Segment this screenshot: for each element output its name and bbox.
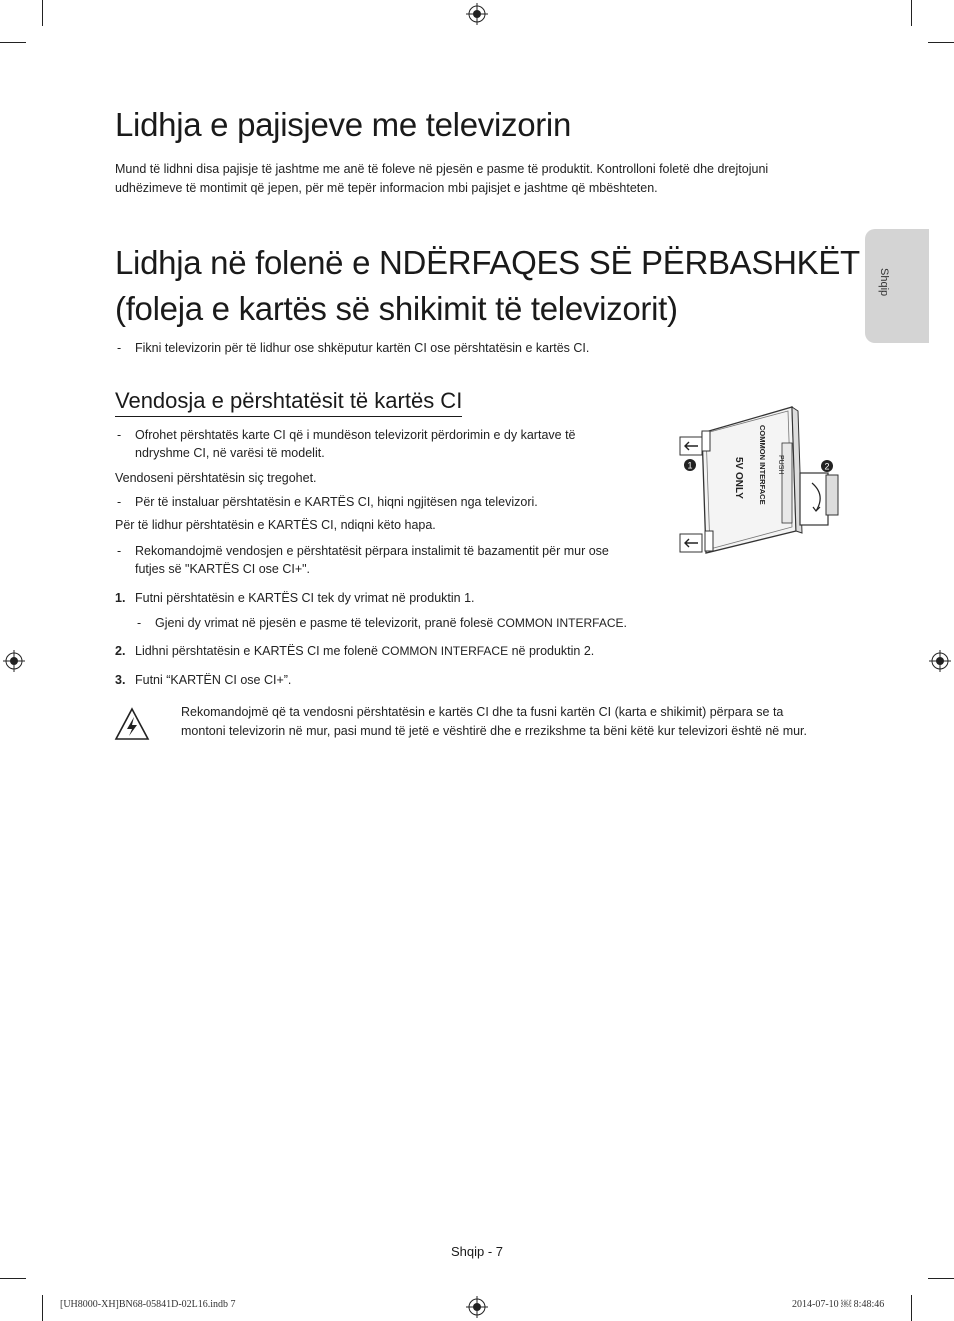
warning-text: Rekomandojmë që ta vendosni përshtatësin e kartës CI dhe ta fusni kartën CI (karta e shikimit) përpara se ta montoni televizorin në mur, pasi mund të jetë e vështirë dhe e rrezikshme ta bëni këtë kur televizori është në mur. — [181, 705, 808, 738]
crop-mark — [911, 0, 912, 26]
step-2: 2. Lidhni përshtatësin e KARTËS CI me folenë COMMON INTERFACE në produktin 2. — [115, 644, 595, 658]
crop-mark — [42, 0, 43, 26]
crop-mark — [0, 1278, 26, 1279]
marker-1: 1 — [687, 460, 693, 471]
paragraph-follow-steps: Për të lidhur përshtatësin e KARTËS CI, ndiqni këto hapa. — [115, 518, 436, 532]
note-adapter-availability: - Ofrohet përshtatës karte CI që i mundëson televizorit përdorimin e dy kartave të ndryshme CI, në varësi të modelit. — [117, 428, 576, 460]
language-side-tab-label: Shqip — [878, 268, 890, 297]
step-1: 1. Futni përshtatësin e KARTËS CI tek dy vrimat në produktin 1. — [115, 591, 475, 605]
section-title — [115, 240, 860, 332]
crop-mark — [0, 42, 26, 43]
imprint-left: [UH8000-XH]BN68-05841D-02L16.indb 7 — [60, 1299, 236, 1310]
registration-mark-icon — [466, 3, 488, 25]
intro-paragraph: Mund të lidhni disa pajisje të jashtme me anë të foleve në pjesën e pasme të produktit. Kontrolloni foletë dhe drejtojuni udhëzimeve të montimit që jepen, për më tepër informacion mbi pajisjet e jashtme që mbështeten. — [115, 162, 769, 195]
subsection-title: Vendosja e përshtatësit të kartës CI — [115, 386, 462, 417]
label-5v-only: 5V ONLY — [733, 457, 744, 499]
section-title-line1: Lidhja në folenë e NDËRFAQES SË PËRBASHKËT — [115, 244, 860, 281]
marker-2: 2 — [824, 461, 830, 472]
crop-mark — [928, 1278, 954, 1279]
registration-mark-icon — [466, 1296, 488, 1318]
note-remove-sticker: - Për të instaluar përshtatësin e KARTËS CI, hiqni ngjitësen nga televizori. — [117, 495, 538, 509]
crop-mark — [911, 1295, 912, 1321]
label-push: PUSH — [777, 455, 784, 475]
page-title: Lidhja e pajisjeve me televizorin — [115, 106, 572, 143]
step-1-subnote: - Gjeni dy vrimat në pjesën e pasme të televizorit, pranë folesë COMMON INTERFACE. — [137, 616, 627, 630]
label-common-interface: COMMON INTERFACE — [758, 425, 767, 505]
warning-icon — [113, 706, 151, 742]
registration-mark-icon — [3, 650, 25, 672]
section-note: - Fikni televizorin për të lidhur ose shkëputur kartën CI ose përshtatësin e kartës CI. — [117, 341, 590, 355]
section-title-line2: (foleja e kartës së shikimit të televizorit) — [115, 290, 678, 327]
ci-adapter-illustration — [676, 403, 842, 558]
paragraph-place-adapter: Vendoseni përshtatësin siç tregohet. — [115, 471, 317, 485]
page-number: Shqip - 7 — [450, 1244, 504, 1259]
step-3: 3. Futni “KARTËN CI ose CI+”. — [115, 673, 292, 687]
language-side-tab — [865, 229, 929, 343]
registration-mark-icon — [929, 650, 951, 672]
crop-mark — [42, 1295, 43, 1321]
crop-mark — [928, 42, 954, 43]
imprint-right: 2014-07-10 ￼ 8:48:46 — [792, 1299, 885, 1310]
note-recommend-before-mount: - Rekomandojmë vendosjen e përshtatësit përpara instalimit të bazamentit për mur ose futjes së "KARTËS CI ose CI+". — [117, 544, 609, 576]
